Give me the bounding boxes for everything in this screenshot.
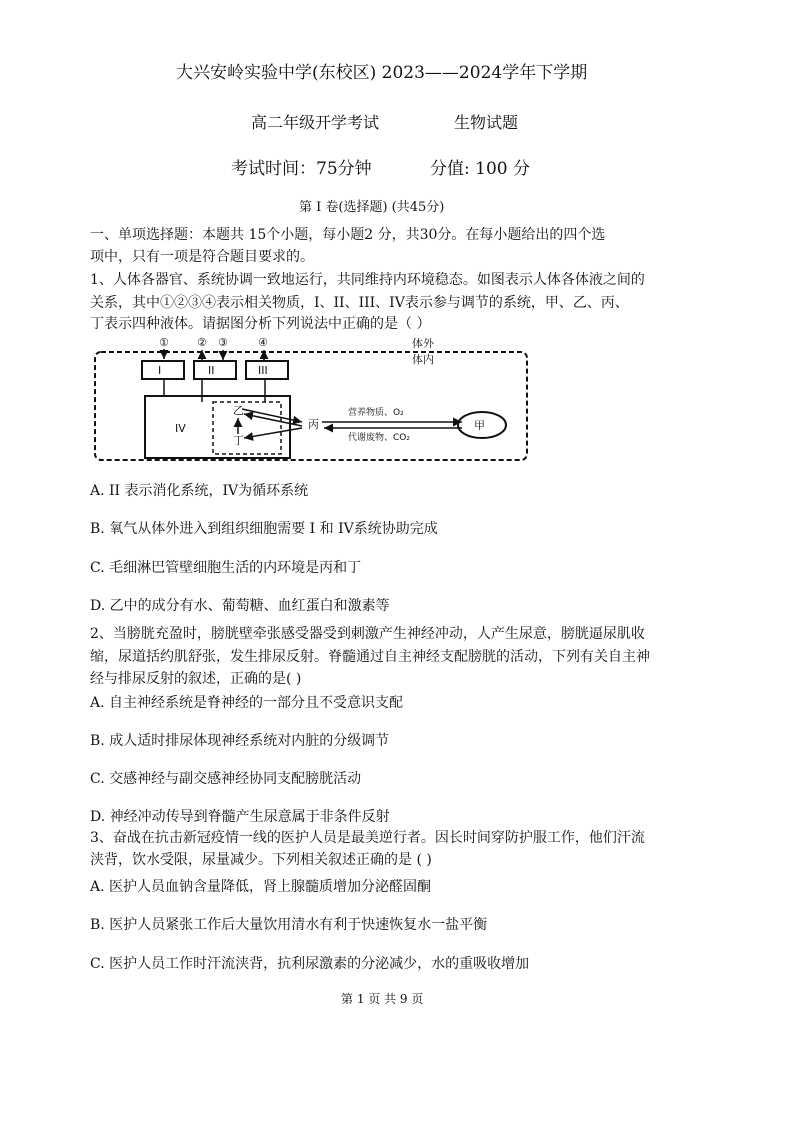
exam-name: 高二年级开学考试: [251, 113, 380, 132]
question-1-option-b: B. 氧气从体外进入到组织细胞需要 I 和 IV系统协助完成: [90, 521, 438, 537]
question-1-stem-line: 关系，其中①②③④表示相关物质，I、II、III、IV表示参与调节的系统，甲、乙、丙、: [90, 295, 629, 311]
exam-time: 考试时间：75分钟: [231, 159, 372, 179]
question-3-stem-line: 浃背，饮水受限，尿量减少。下列相关叙述正确的是 ( ): [90, 852, 432, 868]
question-2-option-d: D. 神经冲动传导到脊髓产生尿意属于非条件反射: [90, 809, 390, 825]
section-instructions-line: 项中，只有一项是符合题目要求的。: [90, 249, 314, 265]
fluid-bing-label: 丙: [308, 418, 319, 431]
question-3-option-a: A. 医护人员血钠含量降低，肾上腺髓质增加分泌醛固酮: [90, 879, 432, 895]
fluid-jia-label: 甲: [474, 419, 485, 432]
waste-label: 代谢废物、CO₂: [348, 433, 410, 443]
question-2-stem-line: 经与排尿反射的叙述，正确的是( ): [90, 671, 302, 687]
question-2-stem-line: 缩，尿道括约肌舒张，发生排尿反射。脊髓通过自主神经支配膀胱的活动，下列有关自主神: [90, 649, 650, 665]
question-2-option-a: A. 自主神经系统是脊神经的一部分且不受意识支配: [90, 695, 404, 711]
substance-3-label: ③: [218, 336, 228, 349]
section-instructions-line: 一、单项选择题：本题共 15个小题，每小题2 分，共30分。在每小题给出的四个选: [90, 227, 606, 243]
system-IV-label: IV: [175, 422, 186, 435]
question-3-stem-line: 3、奋战在抗击新冠疫情一线的医护人员是最美逆行者。因长时间穿防护服工作，他们汗流: [90, 830, 645, 846]
exam-title: 大兴安岭实验中学(东校区) 2023——2024学年下学期: [176, 63, 588, 83]
fluid-ding-label: 丁: [233, 434, 244, 447]
exam-subject: 生物试题: [454, 113, 519, 132]
system-III-label: III: [258, 364, 268, 377]
body-fluid-diagram: [90, 336, 532, 464]
exam-score: 分值: 100 分: [430, 159, 530, 179]
system-IV-box: [145, 396, 290, 458]
question-1-stem-line: 丁表示四种液体。请据图分析下列说法中正确的是（ ）: [90, 316, 431, 332]
question-1-option-d: D. 乙中的成分有水、葡萄糖、血红蛋白和激素等: [90, 598, 390, 614]
substance-4-label: ④: [258, 336, 268, 349]
arrow-bing-to-ding: [244, 428, 302, 438]
system-I-label: I: [158, 364, 162, 377]
section-heading: 第 I 卷(选择题) (共45分): [299, 200, 445, 215]
question-3-option-c: C. 医护人员工作时汗流浃背，抗利尿激素的分泌减少，水的重吸收增加: [90, 956, 530, 972]
question-2-option-b: B. 成人适时排尿体现神经系统对内脏的分级调节: [90, 733, 390, 749]
question-1-stem-line: 1、人体各器官、系统协调一致地运行，共同维持内环境稳态。如图表示人体各体液之间的: [90, 272, 645, 288]
nutrients-label: 营养物质、O₂: [348, 408, 404, 418]
substance-1-label: ①: [159, 336, 169, 349]
substance-2-label: ②: [197, 336, 207, 349]
page-number: 第 1 页 共 9 页: [341, 992, 424, 1006]
system-II-label: II: [208, 364, 215, 377]
question-2-stem-line: 2、当膀胱充盈时，膀胱壁牵张感受器受到刺激产生神经冲动，人产生尿意，膀胱逼尿肌收: [90, 626, 645, 642]
question-1-option-a: A. II 表示消化系统，IV为循环系统: [90, 483, 309, 499]
system-I-box: [142, 361, 184, 379]
inside-label: 体内: [412, 353, 434, 366]
outside-label: 体外: [412, 337, 434, 350]
question-2-option-c: C. 交感神经与副交感神经协同支配膀胱活动: [90, 771, 362, 787]
fluid-yi-label: 乙: [233, 404, 244, 417]
system-II-box: [194, 361, 236, 379]
question-3-option-b: B. 医护人员紧张工作后大量饮用清水有利于快速恢复水一盐平衡: [90, 917, 488, 933]
question-1-option-c: C. 毛细淋巴管壁细胞生活的内环境是丙和丁: [90, 560, 362, 576]
